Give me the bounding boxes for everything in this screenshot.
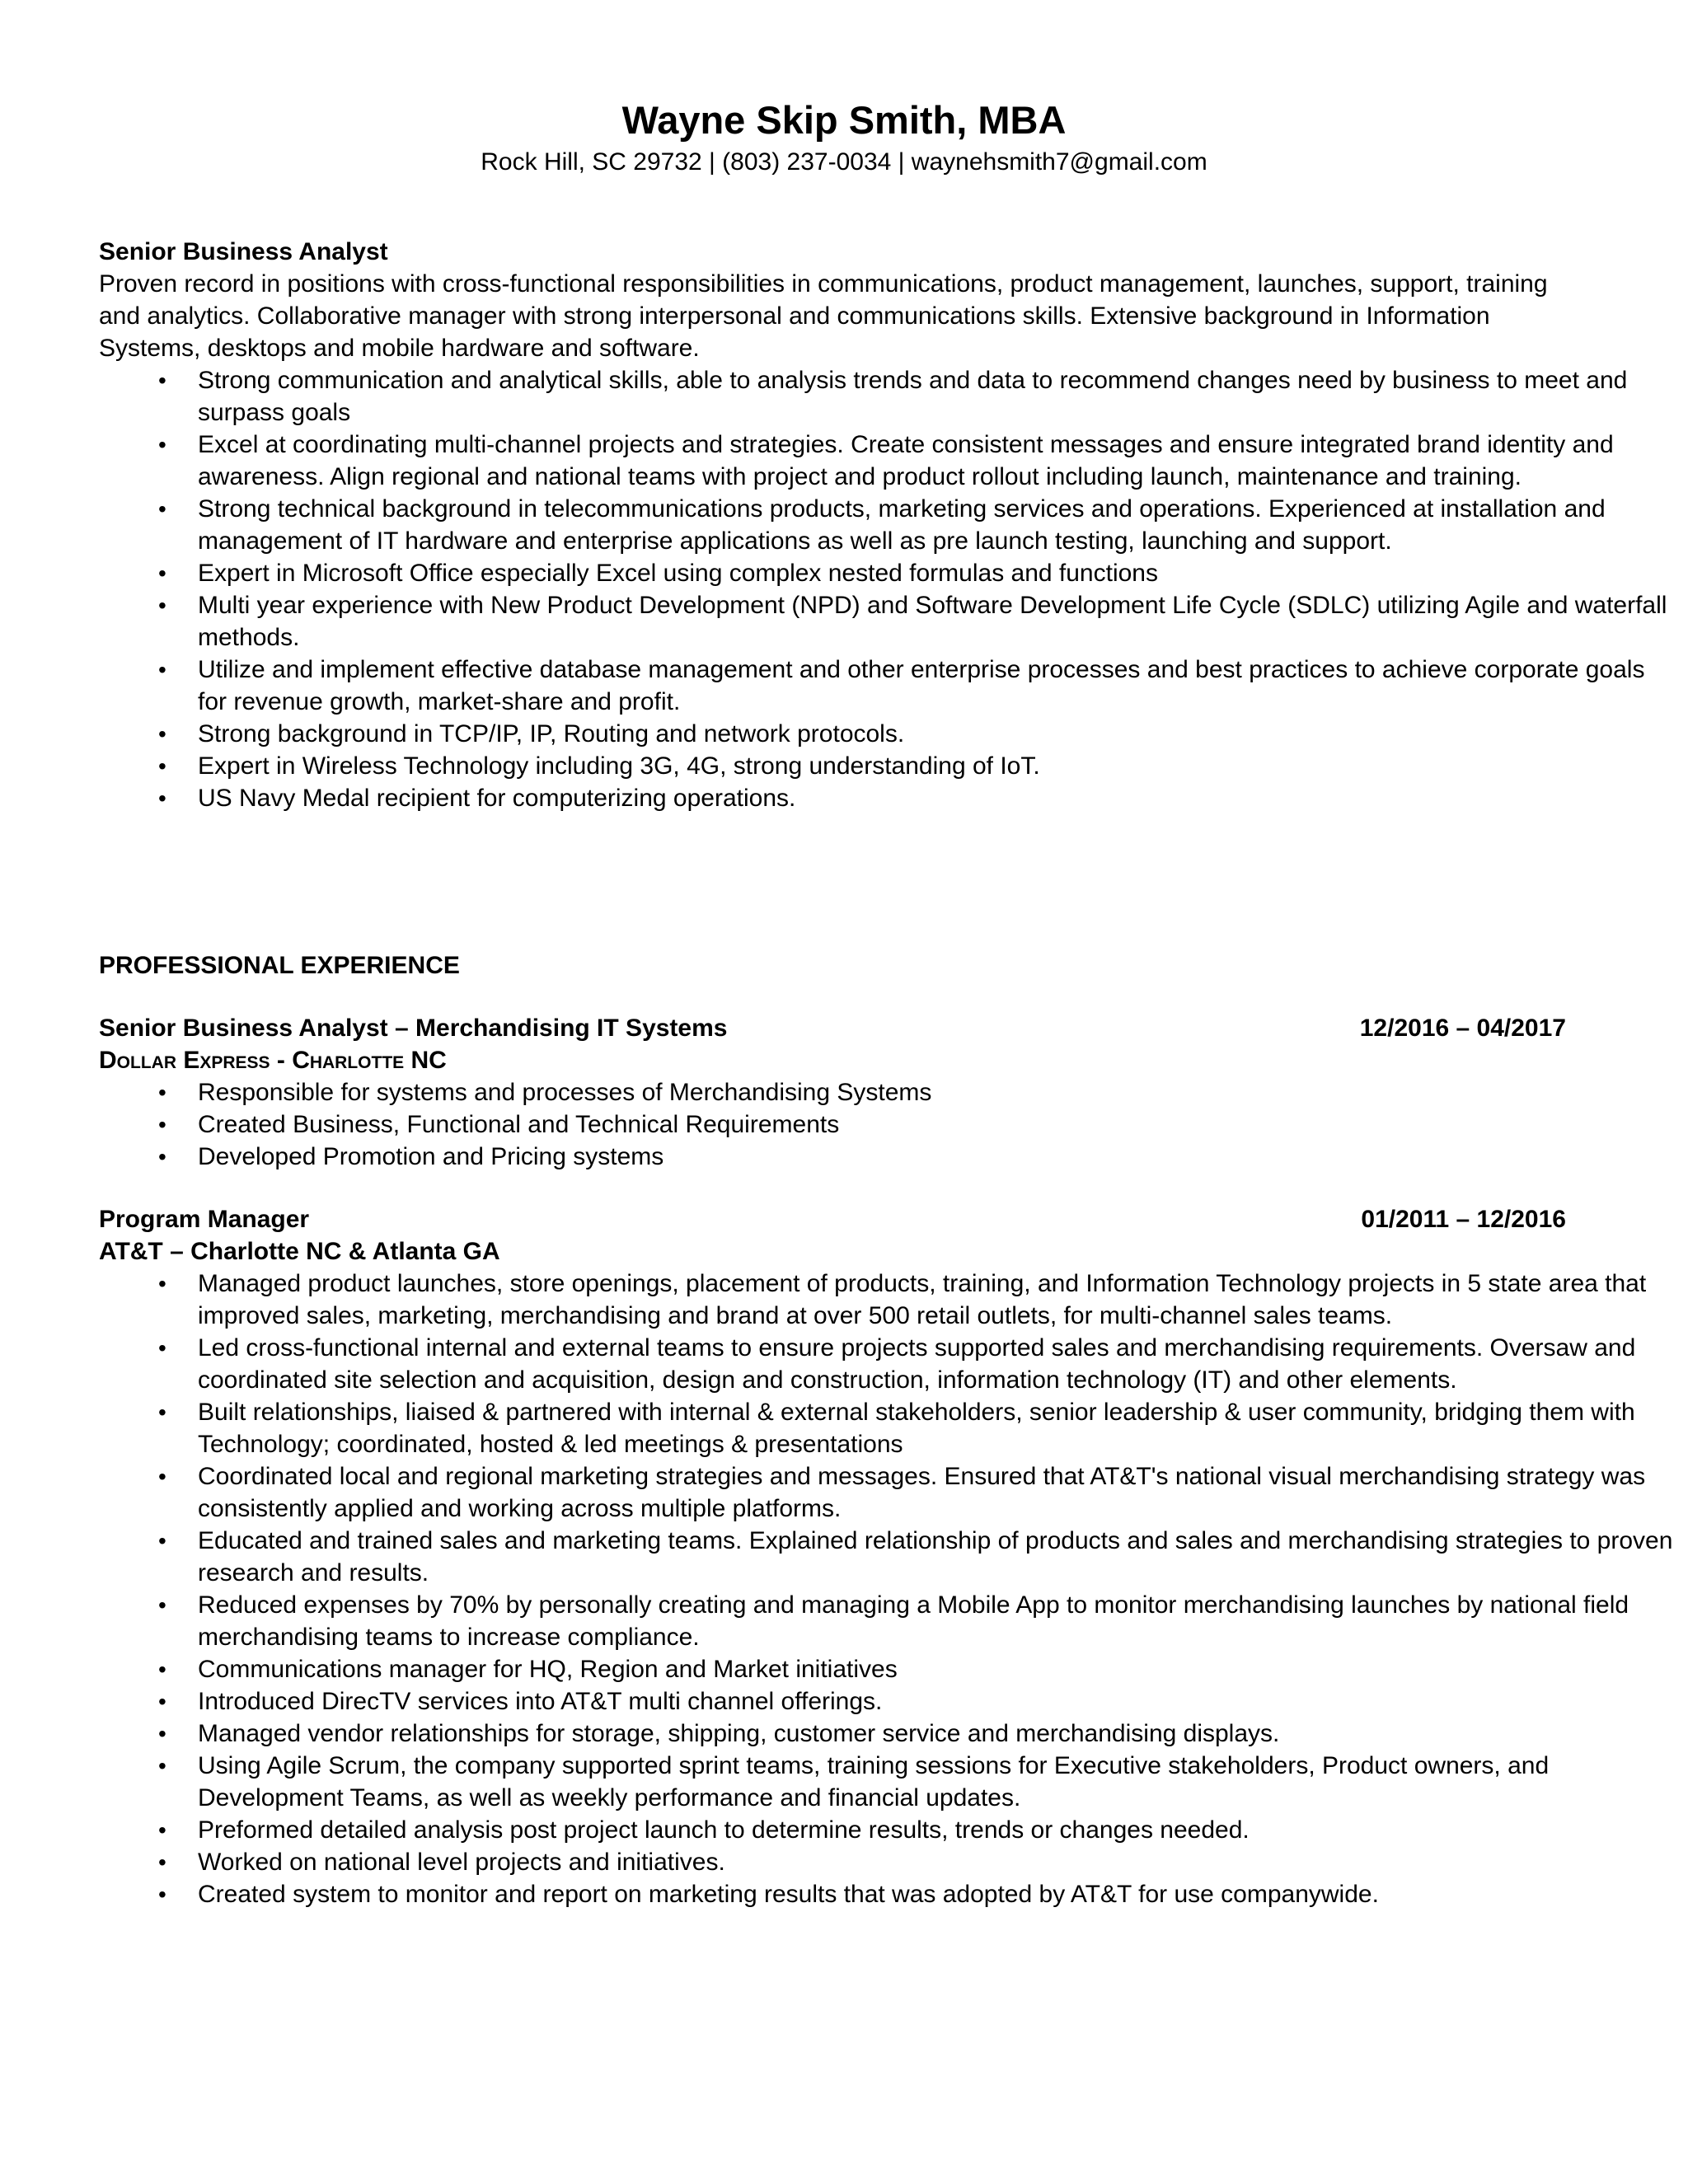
list-item: • Built relationships, liaised & partnered with internal & external stakeholders, senior leadership & user community, bridging them with Technology; coordinated, hosted & led meetings & presentations xyxy=(99,1396,1673,1460)
list-item: • Educated and trained sales and marketing teams. Explained relationship of products and sales and merchandising strategies to proven research and results. xyxy=(99,1525,1673,1589)
bullet-icon: • xyxy=(158,1528,166,1554)
list-item: • Managed product launches, store openings, placement of products, training, and Information Technology projects in 5 state area that improved sales, marketing, merchandising and brand at over 500 retail outlets, for multi-channel sales teams. xyxy=(99,1268,1673,1332)
bullet-icon: • xyxy=(158,1689,166,1714)
job-entry xyxy=(99,1203,1673,1910)
job-title: Program Manager xyxy=(99,1206,310,1233)
list-item: • Communications manager for HQ, Region and Market initiatives xyxy=(99,1653,1673,1685)
bullet-icon: • xyxy=(158,1849,166,1875)
bullet-icon: • xyxy=(158,785,166,811)
contact-line: Rock Hill, SC 29732 | (803) 237-0034 | waynehsmith7@gmail.com xyxy=(481,148,1207,176)
list-item: • Strong communication and analytical skills, able to analysis trends and data to recommend changes need by business to meet and surpass goals xyxy=(99,364,1673,429)
list-item: • Led cross-functional internal and external teams to ensure projects supported sales and merchandising requirements. Oversaw and coordinated site selection and acquisition, design and construction, information technology (IT) and other elements. xyxy=(99,1332,1673,1396)
summary-title: Senior Business Analyst xyxy=(99,238,388,265)
job-title: Senior Business Analyst – Merchandising IT Systems xyxy=(99,1015,728,1042)
list-item: • Using Agile Scrum, the company supported sprint teams, training sessions for Executive stakeholders, Product owners, and Development Teams, as well as weekly performance and financial updates. xyxy=(99,1750,1673,1814)
list-item: • Strong background in TCP/IP, IP, Routing and network protocols. xyxy=(99,718,1673,750)
bullet-icon: • xyxy=(158,1592,166,1618)
list-item: • Responsible for systems and processes of Merchandising Systems xyxy=(99,1076,1673,1108)
bullet-icon: • xyxy=(158,1657,166,1682)
list-item: • Created system to monitor and report on marketing results that was adopted by AT&T for use companywide. xyxy=(99,1878,1673,1910)
list-item: • Created Business, Functional and Technical Requirements xyxy=(99,1108,1673,1141)
bullet-icon: • xyxy=(158,753,166,779)
bullet-icon: • xyxy=(158,1112,166,1137)
list-item: • Expert in Microsoft Office especially Excel using complex nested formulas and functions xyxy=(99,557,1673,589)
bullet-icon: • xyxy=(158,1464,166,1489)
bullet-icon: • xyxy=(158,1399,166,1425)
resume-header xyxy=(0,97,1688,179)
bullet-icon: • xyxy=(158,1271,166,1296)
job-dates: 01/2011 – 12/2016 xyxy=(1361,1206,1566,1233)
bullet-icon: • xyxy=(158,1721,166,1746)
list-item: • Strong technical background in telecommunications products, marketing services and operations. Experienced at installation and management of IT hardware and enterprise applications as well as pre launch testing, launching and support. xyxy=(99,493,1673,557)
bullet-icon: • xyxy=(158,1882,166,1907)
job-entry xyxy=(99,1012,1582,1173)
list-item: • Managed vendor relationships for storage, shipping, customer service and merchandising displays. xyxy=(99,1718,1673,1750)
candidate-name: Wayne Skip Smith, MBA xyxy=(621,98,1067,142)
list-item: • Developed Promotion and Pricing systems xyxy=(99,1141,1673,1173)
bullet-icon: • xyxy=(158,432,166,457)
bullet-icon: • xyxy=(158,496,166,522)
bullet-icon: • xyxy=(158,1335,166,1361)
list-item: • US Navy Medal recipient for computerizing operations. xyxy=(99,782,1673,814)
list-item: • Introduced DirecTV services into AT&T multi channel offerings. xyxy=(99,1685,1673,1718)
job-bullet-list xyxy=(99,1076,1582,1173)
job-title-row xyxy=(99,1203,1582,1235)
job-dates: 12/2016 – 04/2017 xyxy=(1359,1015,1566,1042)
bullet-icon: • xyxy=(158,560,166,586)
list-item: • Expert in Wireless Technology including 3G, 4G, strong understanding of IoT. xyxy=(99,750,1673,782)
list-item: • Excel at coordinating multi-channel projects and strategies. Create consistent messages and ensure integrated brand identity and awareness. Align regional and national teams with project and product rollout including launch, maintenance and training. xyxy=(99,429,1673,493)
bullet-icon: • xyxy=(158,1080,166,1105)
list-item: • Preformed detailed analysis post project launch to determine results, trends or changes needed. xyxy=(99,1814,1673,1846)
bullet-icon: • xyxy=(158,657,166,682)
list-item: • Utilize and implement effective database management and other enterprise processes and best practices to achieve corporate goals for revenue growth, market-share and profit. xyxy=(99,654,1673,718)
job-company: AT&T – Charlotte NC & Atlanta GA xyxy=(99,1238,500,1265)
bullet-icon: • xyxy=(158,1817,166,1843)
experience-heading: PROFESSIONAL EXPERIENCE xyxy=(99,952,460,979)
summary-bullet-list xyxy=(99,364,1667,814)
summary-section xyxy=(99,236,1667,814)
job-bullet-list xyxy=(99,1268,1673,1910)
bullet-icon: • xyxy=(158,1144,166,1169)
list-item: • Reduced expenses by 70% by personally creating and managing a Mobile App to monitor merchandising launches by national field merchandising teams to increase compliance. xyxy=(99,1589,1673,1653)
bullet-icon: • xyxy=(158,368,166,393)
list-item: • Multi year experience with New Product Development (NPD) and Software Development Life Cycle (SDLC) utilizing Agile and waterfall methods. xyxy=(99,589,1673,654)
job-title-row xyxy=(99,1012,1582,1044)
bullet-icon: • xyxy=(158,593,166,618)
job-company: Dollar Express - Charlotte NC xyxy=(99,1047,447,1074)
bullet-icon: • xyxy=(158,721,166,747)
list-item: • Worked on national level projects and initiatives. xyxy=(99,1846,1673,1878)
bullet-icon: • xyxy=(158,1753,166,1779)
summary-paragraph: Proven record in positions with cross-functional responsibilities in communications, product management, launches, support, training and analytics. Collaborative manager with strong interpersonal and communications skills. Extensive background in Information Systems, desktops and mobile hardware and software. xyxy=(99,270,1548,362)
list-item: • Coordinated local and regional marketing strategies and messages. Ensured that AT&T's national visual merchandising strategy was consistently applied and working across multiple platforms. xyxy=(99,1460,1673,1525)
